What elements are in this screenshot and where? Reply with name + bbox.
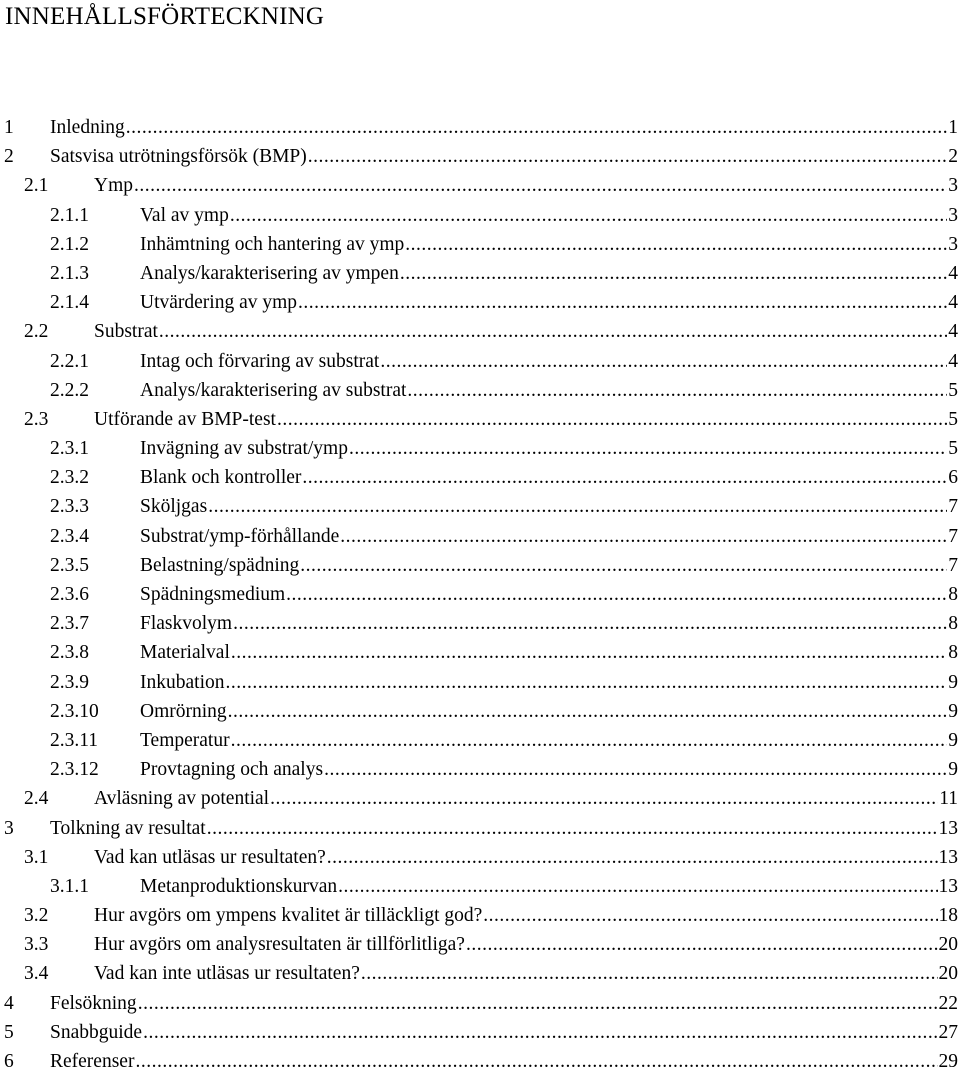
toc-entry-title[interactable]: Temperatur (140, 729, 230, 751)
toc-entry-line (94, 843, 958, 872)
toc-entry-title[interactable]: Analys/karakterisering av ympen (140, 262, 399, 284)
toc-dot-leader (231, 726, 948, 755)
toc-entry-line (94, 959, 958, 988)
toc-entry-line (140, 288, 958, 317)
toc-entry-line (140, 376, 958, 405)
toc-entry-page-number[interactable]: 5 (948, 408, 958, 430)
toc-entry-title[interactable]: Avläsning av potential (94, 788, 270, 810)
toc-entry-line (140, 638, 958, 667)
toc-entry-title[interactable]: Materialval (140, 642, 230, 664)
toc-entry-title[interactable]: Inledning (50, 117, 125, 138)
toc-entry[interactable] (0, 492, 960, 521)
toc-entry-title[interactable]: Inhämtning och hantering av ymp (140, 233, 405, 255)
toc-entry-page-number[interactable]: 22 (938, 992, 958, 1014)
toc-dot-leader (277, 405, 947, 434)
toc-entry[interactable] (0, 434, 960, 463)
toc-entry-page-number[interactable]: 11 (939, 788, 958, 810)
toc-entry-line (50, 814, 958, 843)
toc-entry-page-number[interactable]: 2 (948, 146, 958, 168)
toc-entry-page-number[interactable]: 7 (948, 496, 958, 518)
toc-entry-page-number[interactable]: 4 (948, 350, 958, 372)
toc-dot-leader (349, 434, 947, 463)
toc-entry-number: 1 (4, 117, 14, 138)
toc-dot-leader (380, 347, 947, 376)
toc-entry-line (140, 259, 958, 288)
toc-entry-line (140, 551, 958, 580)
toc-entry-title[interactable]: Utförande av BMP-test (94, 408, 276, 430)
toc-entry[interactable] (0, 843, 960, 872)
toc-entry-line (140, 522, 958, 551)
toc-entry-line (140, 697, 958, 726)
toc-entry-number: 2.1.4 (50, 292, 89, 314)
toc-entry[interactable] (0, 1018, 960, 1047)
toc-entry[interactable] (0, 259, 960, 288)
toc-entry-number: 2.1.2 (50, 233, 89, 255)
toc-entry-number: 2.2 (24, 321, 49, 343)
toc-entry[interactable] (0, 317, 960, 346)
toc-entry-line (94, 405, 958, 434)
toc-entry-title[interactable]: Hur avgörs om ympens kvalitet är tilläckligt god? (94, 905, 483, 927)
toc-entry[interactable] (0, 697, 960, 726)
toc-entry[interactable] (0, 113, 960, 142)
toc-entry-number: 2.3.7 (50, 613, 89, 635)
toc-entry-page-number[interactable]: 27 (938, 1021, 958, 1043)
toc-entry-page-number[interactable]: 3 (948, 204, 958, 226)
toc-dot-leader (483, 901, 937, 930)
toc-entry-title[interactable]: Blank och kontroller (140, 467, 302, 489)
toc-entry-line (140, 755, 958, 784)
toc-entry[interactable] (0, 609, 960, 638)
toc-entry-page-number[interactable]: 20 (938, 963, 958, 985)
toc-entry-line (140, 492, 958, 521)
toc-dot-leader (327, 843, 938, 872)
toc-entry-title[interactable]: Invägning av substrat/ymp (140, 438, 348, 460)
toc-dot-leader (207, 814, 938, 843)
toc-dot-leader (230, 201, 947, 230)
toc-entry-number: 2.3.5 (50, 554, 89, 576)
toc-entry-page-number[interactable]: 8 (948, 613, 958, 635)
toc-entry-number: 2.3.2 (50, 467, 89, 489)
toc-entry[interactable] (0, 551, 960, 580)
toc-entry-number: 2.3.11 (50, 729, 99, 751)
toc-entry-number: 2.3.1 (50, 438, 89, 460)
toc-dot-leader (302, 463, 947, 492)
toc-entry-title[interactable]: Val av ymp (140, 204, 229, 226)
toc-entry-page-number[interactable]: 9 (948, 729, 958, 751)
toc-dot-leader (286, 580, 947, 609)
toc-dot-leader (126, 113, 948, 142)
toc-dot-leader (134, 171, 947, 200)
toc-entry-line (50, 989, 958, 1018)
toc-dot-leader (135, 1047, 937, 1076)
toc-entry-title[interactable]: Utvärdering av ymp (140, 292, 298, 314)
toc-entry-number: 3.1 (24, 846, 49, 868)
toc-entry-page-number[interactable]: 9 (948, 759, 958, 781)
toc-dot-leader (138, 989, 938, 1018)
toc-entry-line (94, 171, 958, 200)
toc-entry-page-number[interactable]: 7 (948, 554, 958, 576)
toc-entry-line (94, 901, 958, 930)
toc-entry-title[interactable]: Intag och förvaring av substrat (140, 350, 380, 372)
toc-entry-page-number[interactable]: 3 (948, 233, 958, 255)
toc-entry-title[interactable]: Substrat (94, 321, 158, 343)
toc-entry-number: 3.3 (24, 934, 49, 956)
toc-dot-leader (143, 1018, 937, 1047)
toc-entry-title[interactable]: Snabbguide (50, 1021, 143, 1043)
toc-entry-title[interactable]: Provtagning och analys (140, 759, 324, 781)
toc-entry-title[interactable]: Sköljgas (140, 496, 208, 518)
toc-entry[interactable] (0, 755, 960, 784)
toc-entry-line (140, 668, 958, 697)
toc-entry[interactable] (0, 901, 960, 930)
toc-entry-number: 2.3 (24, 408, 49, 430)
toc-dot-leader (466, 930, 938, 959)
toc-dot-leader (233, 609, 947, 638)
toc-dot-leader (405, 230, 947, 259)
toc-entry[interactable] (0, 930, 960, 959)
toc-entry-page-number[interactable]: 4 (948, 292, 958, 314)
toc-entry-number: 4 (4, 992, 14, 1014)
toc-entry[interactable] (0, 522, 960, 551)
toc-entry-title[interactable]: Omrörning (140, 700, 227, 722)
toc-entry-title[interactable]: Analys/karakterisering av substrat (140, 379, 407, 401)
toc-entry-number: 2.1 (24, 175, 49, 197)
toc-entry[interactable] (0, 959, 960, 988)
toc-entry-page-number[interactable]: 1 (948, 117, 958, 138)
toc-entry-line (94, 317, 958, 346)
toc-entry-number: 3 (4, 817, 14, 839)
toc-entry[interactable] (0, 230, 960, 259)
toc-dot-leader (308, 142, 947, 171)
toc-dot-leader (208, 492, 947, 521)
toc-entry-title[interactable]: Tolkning av resultat (50, 817, 206, 839)
toc-entry-line (140, 872, 958, 901)
toc-entry[interactable] (0, 580, 960, 609)
toc-entry-number: 6 (4, 1051, 14, 1072)
toc-entry-page-number[interactable]: 13 (938, 875, 958, 897)
toc-entry[interactable] (0, 171, 960, 200)
toc-dot-leader (300, 551, 947, 580)
toc-dot-leader (270, 784, 938, 813)
toc-entry[interactable] (0, 989, 960, 1018)
toc-entry[interactable] (0, 726, 960, 755)
toc-dot-leader (225, 668, 947, 697)
toc-entry-line (94, 784, 958, 813)
toc-entry-line (140, 580, 958, 609)
toc-entry-title[interactable]: Inkubation (140, 671, 225, 693)
toc-dot-leader (340, 522, 947, 551)
toc-entry-title[interactable]: Hur avgörs om analysresultaten är tillförlitliga? (94, 934, 465, 956)
toc-entry-line (50, 113, 958, 142)
toc-entry-page-number[interactable]: 9 (948, 671, 958, 693)
toc-entry-number: 2.2.2 (50, 379, 89, 401)
toc-entry-number: 2.3.10 (50, 700, 99, 722)
toc-entry-number: 2.2.1 (50, 350, 89, 372)
toc-entry-number: 3.4 (24, 963, 49, 985)
toc-entry-title[interactable]: Metanproduktionskurvan (140, 875, 338, 897)
toc-entry[interactable] (0, 405, 960, 434)
toc-dot-leader (324, 755, 947, 784)
toc-entry-page-number[interactable]: 5 (948, 379, 958, 401)
toc-entry-page-number[interactable]: 13 (938, 846, 958, 868)
toc-entry[interactable] (0, 201, 960, 230)
toc-entry-number: 2.1.3 (50, 262, 89, 284)
toc-entry-line (50, 142, 958, 171)
toc-entry-page-number[interactable]: 20 (938, 934, 958, 956)
toc-entry-title[interactable]: Belastning/spädning (140, 554, 300, 576)
toc-entry-title[interactable]: Ymp (94, 175, 133, 197)
toc-entry[interactable] (0, 347, 960, 376)
toc-dot-leader (231, 638, 947, 667)
toc-dot-leader (159, 317, 947, 346)
table-of-contents (0, 113, 960, 1076)
toc-entry[interactable] (0, 784, 960, 813)
toc-entry-page-number[interactable]: 18 (938, 905, 958, 927)
toc-entry-title[interactable]: Referenser (50, 1051, 135, 1072)
toc-entry-line (140, 230, 958, 259)
toc-entry-page-number[interactable]: 3 (948, 175, 958, 197)
toc-entry-number: 3.2 (24, 905, 49, 927)
toc-entry-number: 3.1.1 (50, 875, 89, 897)
toc-entry[interactable] (0, 638, 960, 667)
toc-entry-title[interactable]: Felsökning (50, 992, 137, 1014)
toc-dot-leader (228, 697, 948, 726)
toc-entry-line (50, 1018, 958, 1047)
toc-entry[interactable] (0, 668, 960, 697)
toc-entry-line (140, 726, 958, 755)
toc-entry-number: 2.3.12 (50, 759, 99, 781)
toc-entry[interactable] (0, 142, 960, 171)
toc-entry-page-number[interactable]: 6 (948, 467, 958, 489)
page-title: INNEHÅLLSFÖRTECKNING (5, 3, 325, 30)
toc-entry-page-number[interactable]: 29 (938, 1051, 958, 1072)
toc-entry-line (140, 463, 958, 492)
toc-entry-page-number[interactable]: 4 (948, 262, 958, 284)
toc-entry-page-number[interactable]: 13 (938, 817, 958, 839)
toc-entry-number: 2.3.8 (50, 642, 89, 664)
toc-entry-title[interactable]: Vad kan inte utläsas ur resultaten? (94, 963, 360, 985)
toc-entry[interactable] (0, 1047, 960, 1076)
toc-entry-number: 2.3.3 (50, 496, 89, 518)
toc-entry-number: 2.3.6 (50, 584, 89, 605)
toc-entry-line (140, 347, 958, 376)
toc-entry[interactable] (0, 376, 960, 405)
toc-entry[interactable] (0, 814, 960, 843)
toc-entry-page-number[interactable]: 7 (948, 525, 958, 547)
toc-entry-number: 2 (4, 146, 14, 168)
toc-dot-leader (407, 376, 947, 405)
toc-entry-title[interactable]: Spädningsmedium (140, 584, 286, 605)
toc-entry-line (140, 201, 958, 230)
toc-entry-number: 2.4 (24, 788, 49, 810)
toc-entry-number: 5 (4, 1021, 14, 1043)
toc-entry-line (140, 609, 958, 638)
toc-entry-title[interactable]: Flaskvolym (140, 613, 233, 635)
toc-dot-leader (338, 872, 937, 901)
toc-entry-page-number[interactable]: 5 (948, 438, 958, 460)
toc-entry-number: 2.1.1 (50, 204, 89, 226)
toc-entry-number: 2.3.9 (50, 671, 89, 693)
toc-dot-leader (298, 288, 947, 317)
toc-entry-page-number[interactable]: 8 (948, 642, 958, 664)
toc-entry-page-number[interactable]: 8 (948, 584, 958, 605)
toc-entry-title[interactable]: Satsvisa utrötningsförsök (BMP) (50, 146, 307, 168)
toc-entry-line (94, 930, 958, 959)
toc-entry-title[interactable]: Substrat/ymp-förhållande (140, 525, 340, 547)
toc-entry[interactable] (0, 872, 960, 901)
toc-entry-number: 2.3.4 (50, 525, 89, 547)
toc-entry[interactable] (0, 288, 960, 317)
toc-dot-leader (400, 259, 947, 288)
toc-dot-leader (361, 959, 938, 988)
toc-entry-page-number[interactable]: 4 (948, 321, 958, 343)
toc-entry-page-number[interactable]: 9 (948, 700, 958, 722)
toc-entry-line (50, 1047, 958, 1076)
toc-entry-line (140, 434, 958, 463)
toc-entry[interactable] (0, 463, 960, 492)
toc-entry-title[interactable]: Vad kan utläsas ur resultaten? (94, 846, 326, 868)
